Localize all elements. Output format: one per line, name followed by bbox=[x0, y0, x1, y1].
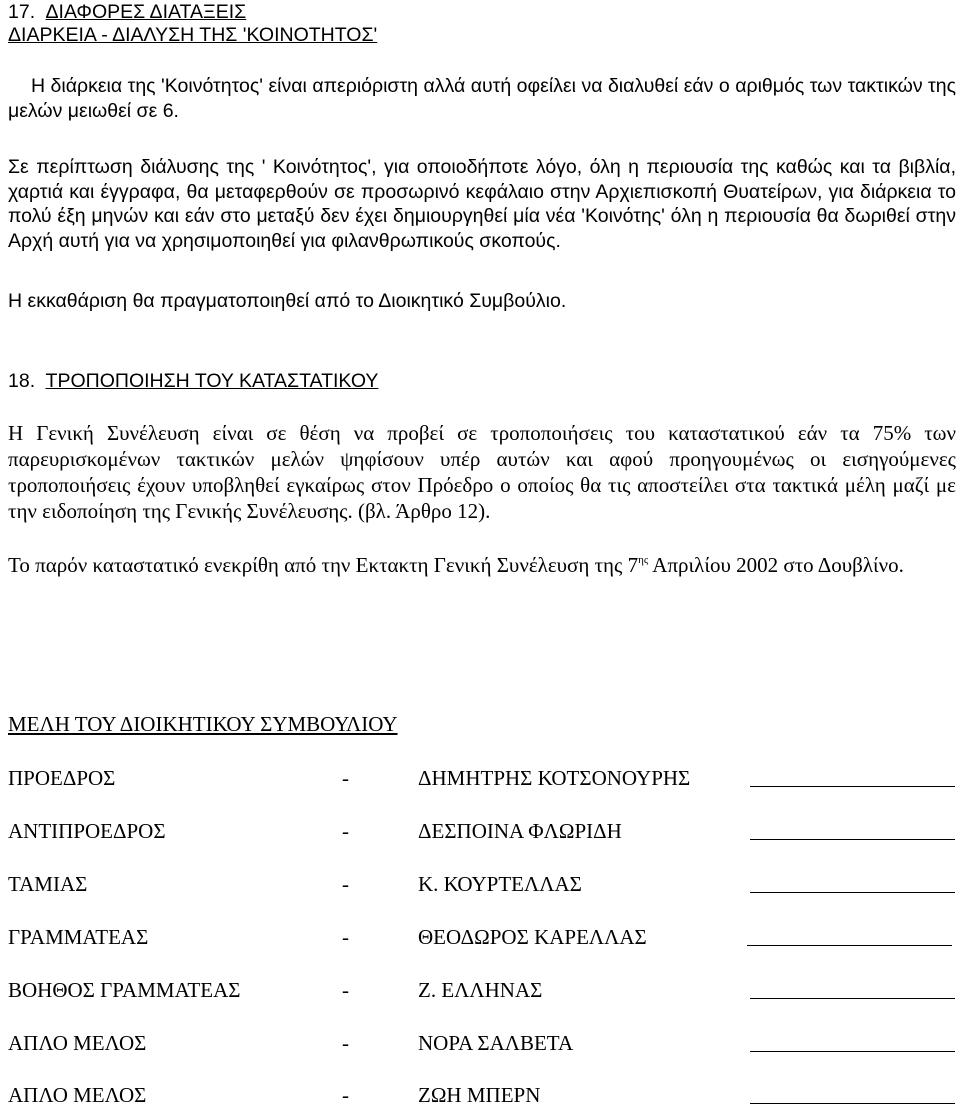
section-17-paragraph-1: Η διάρκεια της 'Κοινότητος' είναι απεριόριστη αλλά αυτή οφείλει να διαλυθεί εάν ο αριθμός των τακτικών της μελών μειωθεί σε 6. bbox=[8, 75, 956, 122]
approval-superscript: ης bbox=[638, 554, 649, 566]
member-dash: - bbox=[342, 872, 349, 896]
signature-line bbox=[750, 839, 955, 840]
member-dash: - bbox=[342, 819, 349, 843]
member-role: ΒΟΗΘΟΣ ΓΡΑΜΜΑΤΕΑΣ bbox=[8, 978, 241, 1002]
section-17-paragraph-2: Σε περίπτωση διάλυσης της ' Κοινότητος', για οποιοδήποτε λόγο, όλη η περιουσία της καθώς και τα βιβλία, χαρτιά και έγγραφα, θα μεταφερθούν σε προσωρινό κεφάλαιο στην Αρχιεπισκοπή Θυατείρων, για διάρκεια το πολύ έξη μηνών και εάν στο μεταξύ δεν έχει δημιουργηθεί μία νέα 'Κοινότης' όλη η περιουσία θα δωριθεί στην Αρχή αυτή για να χρησιμοποιηθεί για φιλανθρωπικούς σκοπούς. bbox=[8, 156, 956, 252]
approval-text-before: Το παρόν καταστατικό ενεκρίθη από την Εκτακτη Γενική Συνέλευση της 7 bbox=[8, 553, 639, 577]
member-name: Κ. ΚΟΥΡΤΕΛΛΑΣ bbox=[418, 872, 582, 896]
member-name: ΔΕΣΠΟΙΝΑ ΦΛΩΡΙΔΗ bbox=[418, 819, 622, 843]
board-member-row bbox=[8, 977, 956, 1005]
signature-line bbox=[747, 945, 952, 946]
signature-line bbox=[750, 892, 955, 893]
board-member-row bbox=[8, 1030, 956, 1058]
member-role: ΑΠΛΟ ΜΕΛΟΣ bbox=[8, 1031, 147, 1055]
member-name: ΖΩΗ ΜΠΕΡΝ bbox=[418, 1083, 541, 1107]
section-18-title: ΤΡΟΠΟΠΟΙΗΣΗ ΤΟΥ ΚΑΤΑΣΤΑΤΙΚΟΥ bbox=[45, 370, 379, 392]
member-name: ΘΕΟΔΩΡΟΣ ΚΑΡΕΛΛΑΣ bbox=[418, 925, 647, 949]
signature-line bbox=[750, 998, 955, 999]
signature-line bbox=[750, 1103, 955, 1104]
board-member-row bbox=[8, 871, 956, 899]
board-member-row bbox=[8, 818, 956, 846]
section-17-subtitle: ΔΙΑΡΚΕΙΑ - ΔΙΑΛΥΣΗ ΤΗΣ 'ΚΟΙΝΟΤΗΤΟΣ' bbox=[8, 24, 378, 46]
section-17-paragraph-3: Η εκκαθάριση θα πραγματοποιηθεί από το Διοικητικό Συμβούλιο. bbox=[8, 290, 567, 312]
section-18-number: 18. bbox=[8, 370, 36, 392]
member-name: ΝΟΡΑ ΣΑΛΒΕΤΑ bbox=[418, 1031, 574, 1055]
board-member-row bbox=[8, 1082, 956, 1110]
member-name: ΔΗΜΗΤΡΗΣ ΚΟΤΣΟΝΟΥΡΗΣ bbox=[418, 766, 691, 790]
approval-statement bbox=[8, 552, 956, 578]
section-17-number: 17. bbox=[8, 1, 36, 23]
member-dash: - bbox=[342, 766, 349, 790]
member-role: ΓΡΑΜΜΑΤΕΑΣ bbox=[8, 925, 149, 949]
signature-line bbox=[750, 786, 955, 787]
member-dash: - bbox=[342, 1083, 349, 1107]
member-dash: - bbox=[342, 978, 349, 1002]
member-role: ΑΠΛΟ ΜΕΛΟΣ bbox=[8, 1083, 147, 1107]
section-18-heading bbox=[8, 369, 956, 394]
member-dash: - bbox=[342, 925, 349, 949]
member-role: ΑΝΤΙΠΡΟΕΔΡΟΣ bbox=[8, 819, 166, 843]
section-17-title: ΔΙΑΦΟΡΕΣ ΔΙΑΤΑΞΕΙΣ bbox=[45, 1, 247, 23]
approval-text-after: Απριλίου 2002 στο Δουβλίνο. bbox=[648, 553, 904, 577]
member-role: ΠΡΟΕΔΡΟΣ bbox=[8, 766, 116, 790]
board-heading: ΜΕΛΗ ΤΟΥ ΔΙΟΙΚΗΤΙΚΟΥ ΣΥΜΒΟΥΛΙΟΥ bbox=[8, 712, 398, 736]
member-dash: - bbox=[342, 1031, 349, 1055]
board-member-row bbox=[8, 765, 956, 793]
member-role: ΤΑΜΙΑΣ bbox=[8, 872, 88, 896]
section-18-paragraph: Η Γενική Συνέλευση είναι σε θέση να προβεί σε τροποποιήσεις του καταστατικού εάν τα 75% των παρευρισκομένων τακτικών μελών ψηφίσουν υπέρ αυτών και αφού προηγουμένως οι εισηγούμενες τροποποιήσεις έχουν υποβληθεί εγκαίρως στον Πρόεδρο ο οποίος θα τις αποστείλει στα τακτικά μέλη μαζί με την ειδοποίηση της Γενικής Συνέλευσης. (βλ. Άρθρο 12). bbox=[8, 421, 956, 523]
board-member-row bbox=[8, 924, 956, 952]
signature-line bbox=[750, 1051, 955, 1052]
section-17-heading bbox=[8, 0, 956, 25]
member-name: Ζ. ΕΛΛΗΝΑΣ bbox=[418, 978, 543, 1002]
